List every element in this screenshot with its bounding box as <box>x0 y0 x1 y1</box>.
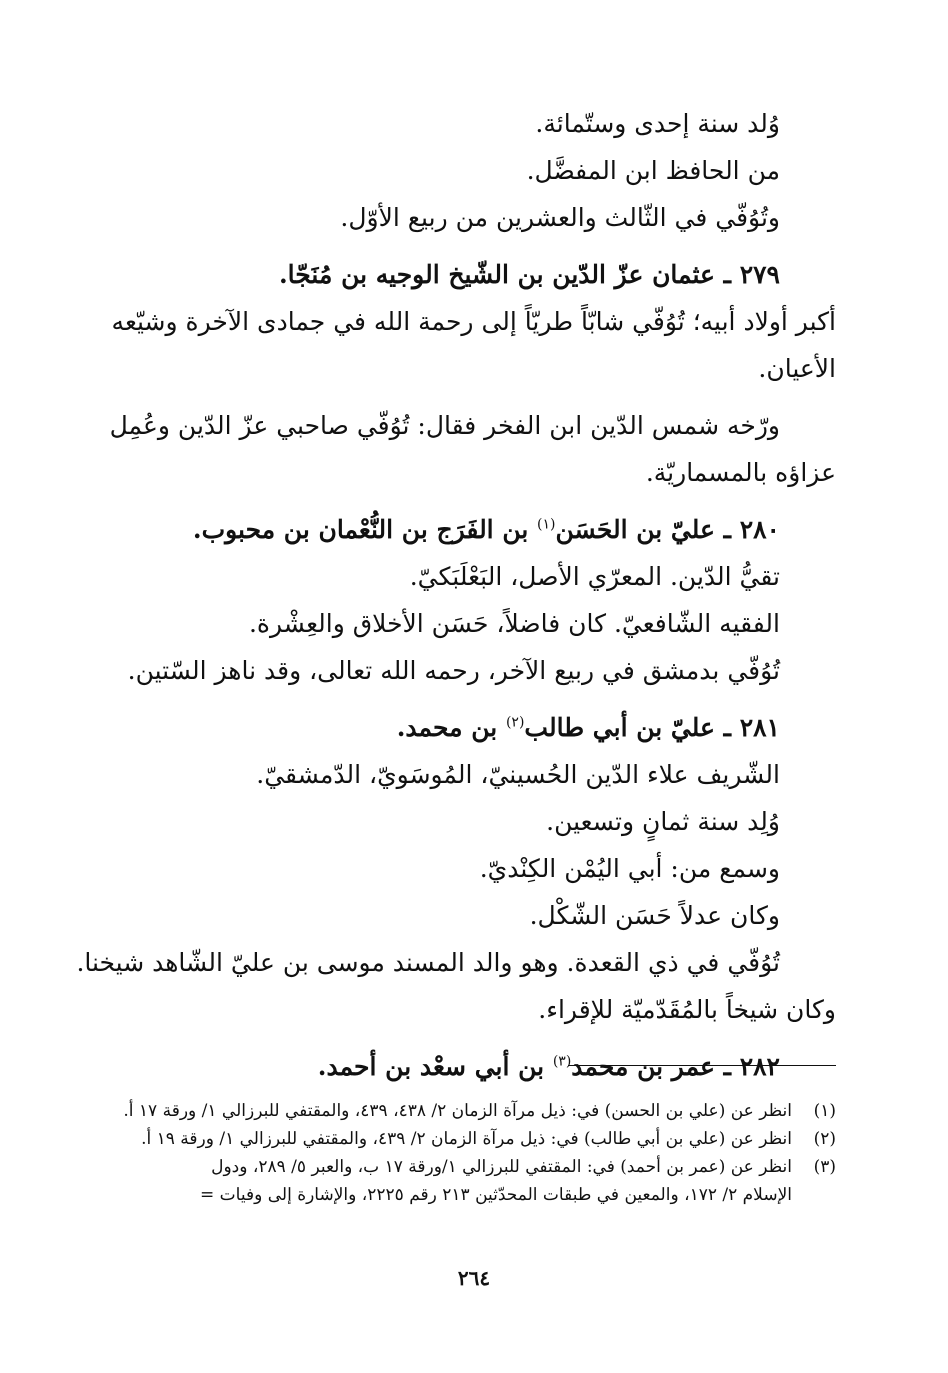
entry-281-heading-b: بن محمد. <box>396 713 506 742</box>
footnote-1 <box>112 1097 836 1125</box>
entry-281-heading-a: ٢٨١ ـ عليّ بن أبي طالب <box>524 713 780 742</box>
footnotes <box>112 1097 836 1209</box>
entry-279-text: الأعيان. <box>758 354 836 383</box>
entry-279-text: أكبر أولاد أبيه؛ تُوُفّي شابّاً طريّاً إلى رحمة الله في جمادى الآخرة وشيّعه <box>111 307 836 336</box>
entry-282-heading-b: بن أبي سعْد بن أحمد. <box>317 1052 553 1081</box>
footnote-3 <box>112 1153 836 1209</box>
footnote-ref-2: (٢) <box>505 714 525 731</box>
entry-281-text: وُلِد سنة ثمانٍ وتسعين. <box>546 807 780 836</box>
entry-281-text: وكان شيخاً بالمُقَدّميّة للإقراء. <box>538 995 836 1024</box>
footnote-2 <box>112 1125 836 1153</box>
entry-282-heading-a: ٢٨٢ ـ عمر بن محمد <box>571 1052 780 1081</box>
text-line: وُلد سنة إحدى وستّمائة. <box>535 109 780 138</box>
text-line: وتُوُفّي في الثّالث والعشرين من ربيع الأوّل. <box>340 203 780 232</box>
main-text <box>76 100 836 1090</box>
footnote-text-line: انظر عن (عمر بن أحمد) في: المقتفي للبرزالي ١/ورقة ١٧ ب، والعبر ٥/ ٢٨٩، ودول <box>211 1157 792 1177</box>
entry-279-heading: ٢٧٩ ـ عثمان عزّ الدّين بن الشّيخ الوجيه بن مُنَجّا. <box>278 260 780 289</box>
footnote-ref-1: (١) <box>537 516 556 533</box>
entry-279-text: عزاؤه بالمسماريّة. <box>645 458 836 487</box>
entry-280-heading <box>112 506 836 553</box>
entry-281-text: وكان عدلاً حَسَن الشّكْل. <box>529 901 780 930</box>
entry-280-text: الفقيه الشّافعيّ. كان فاضلاً، حَسَن الأخلاق والعِشْرة. <box>248 609 780 638</box>
text-line: من الحافظ ابن المفضَّل. <box>526 156 780 185</box>
entry-281-text: تُوُفّي في ذي القعدة. وهو والد المسند موسى بن عليّ الشّاهد شيخنا. <box>76 948 780 977</box>
footnote-text: انظر عن (علي بن الحسن) في: ذيل مرآة الزمان ٢/ ٤٣٨، ٤٣٩، والمقتفي للبرزالي ١/ ورقة ١٧ أ. <box>123 1101 792 1121</box>
footnote-ref-3: (٣) <box>552 1053 572 1070</box>
entry-281-text: الشّريف علاء الدّين الحُسينيّ، المُوسَويّ، الدّمشقيّ. <box>256 760 780 789</box>
footnote-text <box>112 1153 792 1209</box>
entry-282-heading <box>112 1043 836 1090</box>
entry-281-text: وسمع من: أبي اليُمْن الكِنْديّ. <box>479 854 780 883</box>
entry-280-heading-a: ٢٨٠ ـ عليّ بن الحَسَن <box>555 515 780 544</box>
footnote-text: انظر عن (علي بن أبي طالب) في: ذيل مرآة الزمان ٢/ ٤٣٩، والمقتفي للبرزالي ١/ ورقة ١٩ أ. <box>141 1129 792 1149</box>
footnote-number: (١) <box>813 1101 836 1121</box>
entry-280-text: تُوُفّي بدمشق في ربيع الآخر، رحمه الله تعالى، وقد ناهز السّتين. <box>127 656 780 685</box>
footnote-separator <box>568 1065 836 1066</box>
entry-279-text: ورّخه شمس الدّين ابن الفخر فقال: تُوُفّي صاحبي عزّ الدّين وعُمِل <box>109 411 780 440</box>
footnote-number: (٢) <box>813 1129 836 1149</box>
entry-280-text: تقيُّ الدّين. المعرّي الأصل، البَعْلَبَكيّ. <box>409 562 780 591</box>
entry-280-heading-b: بن الفَرَج بن النُّعْمان بن محبوب. <box>192 515 538 544</box>
footnote-text-line: الإسلام ٢/ ١٧٢، والمعين في طبقات المحدّثين ٢١٣ رقم ٢٢٢٥، والإشارة إلى وفيات = <box>200 1185 792 1205</box>
entry-281-heading <box>112 704 836 751</box>
footnote-number: (٣) <box>813 1157 836 1177</box>
page-number: ٢٦٤ <box>457 1266 491 1290</box>
